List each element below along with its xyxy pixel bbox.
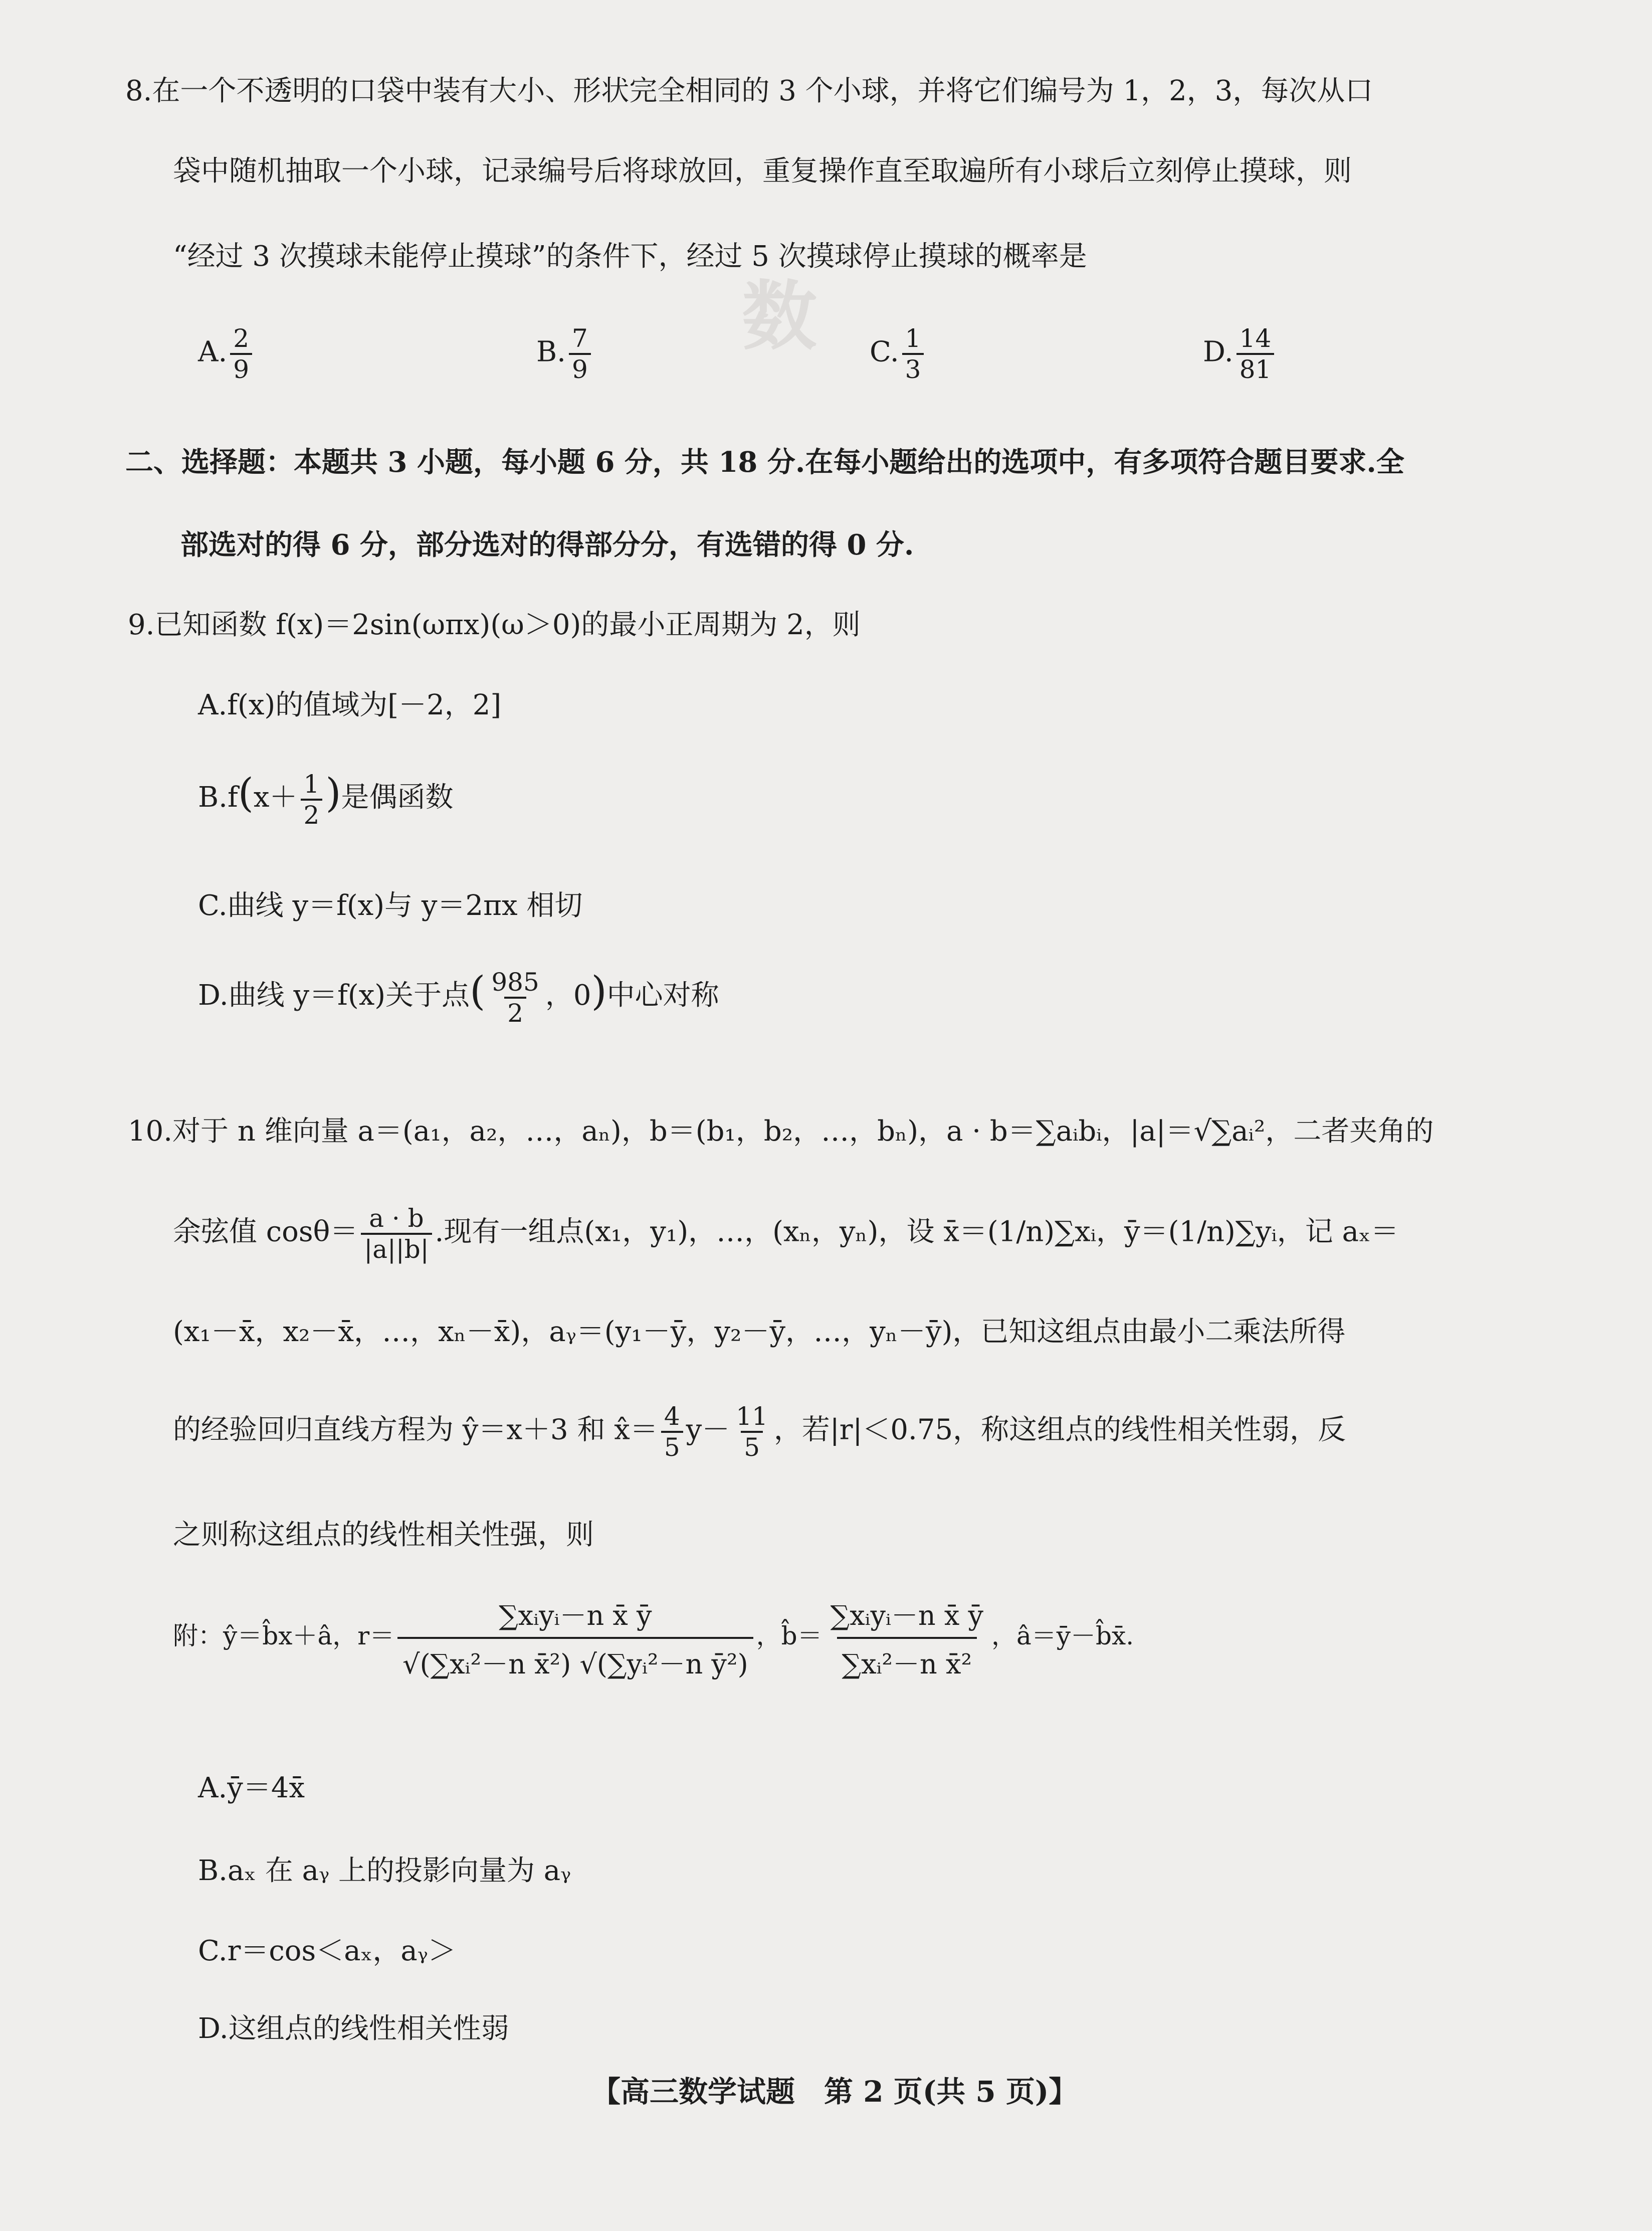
q9-option-a: A.f(x)的值域为[－2，2] xyxy=(198,689,502,721)
option-label: C. xyxy=(870,335,899,368)
option-b-expr: x＋ xyxy=(253,781,298,814)
option-d-suffix: 中心对称 xyxy=(606,979,719,1012)
numerator: 2 xyxy=(233,324,250,353)
line4-mid: y－ xyxy=(686,1413,730,1446)
bleed-through-mark: 数 xyxy=(742,272,817,360)
denominator: 5 xyxy=(741,1431,763,1460)
q8-option-b xyxy=(536,326,594,382)
option-label: D. xyxy=(1203,335,1233,368)
line2-rest: .现有一组点(x₁，y₁)，…，(xₙ，yₙ)，设 x̄＝(1/n)∑xᵢ，ȳ＝(1/n)∑yᵢ，记 aₓ＝ xyxy=(435,1215,1399,1248)
fraction xyxy=(733,1404,771,1460)
numerator: 1 xyxy=(905,324,921,353)
option-label: B. xyxy=(536,335,566,368)
numerator: 1 xyxy=(303,769,320,799)
cosine-label: 余弦值 cosθ＝ xyxy=(173,1215,358,1248)
fraction xyxy=(230,326,252,382)
fraction xyxy=(902,326,924,382)
fraction xyxy=(301,769,323,830)
q10-line4 xyxy=(173,1404,1346,1460)
line4-prefix: 的经验回归直线方程为 ŷ＝x＋3 和 x̂＝ xyxy=(173,1413,658,1446)
numerator: ∑xᵢyᵢ－n x̄ ȳ xyxy=(830,1600,983,1631)
q8-option-c xyxy=(870,326,927,382)
fraction xyxy=(661,1404,683,1460)
q8-line3: “经过 3 次摸球未能停止摸球”的条件下，经过 5 次摸球停止摸球的概率是 xyxy=(173,240,1087,273)
q10-option-d: D.这组点的线性相关性弱 xyxy=(198,2012,509,2045)
q9-option-d: D.曲线 y＝f(x)关于点( $\frac{985}{2}$ ，0)中心对称 xyxy=(198,967,719,1028)
numerator: 985 xyxy=(491,967,539,997)
q10-line5: 之则称这组点的线性相关性强，则 xyxy=(173,1519,594,1551)
option-d-coord: ，0 xyxy=(545,979,591,1012)
q10-formula-note xyxy=(173,1594,1134,1682)
numerator: 7 xyxy=(571,324,588,353)
section2-heading-line1: 二、选择题：本题共 3 小题，每小题 6 分，共 18 分.在每小题给出的选项中，有多项符合题目要求.全 xyxy=(125,446,1404,479)
r-formula xyxy=(397,1594,753,1682)
q10-line2 xyxy=(173,1206,1399,1262)
q10-line3: (x₁－x̄，x₂－x̄，…，xₙ－x̄)，aᵧ＝(y₁－ȳ，y₂－ȳ，…，yₙ－ȳ)，已知这组点由最小二乘法所得 xyxy=(173,1316,1346,1348)
numerator: 14 xyxy=(1239,324,1272,353)
fraction xyxy=(569,326,591,382)
denominator: 2 xyxy=(301,799,323,828)
q8-line2: 袋中随机抽取一个小球，记录编号后将球放回，重复操作直至取遍所有小球后立刻停止摸球，则 xyxy=(173,155,1352,188)
denominator: 3 xyxy=(902,353,924,382)
numerator: a · b xyxy=(369,1204,424,1233)
q8-line1: 8.在一个不透明的口袋中装有大小、形状完全相同的 3 个小球，并将它们编号为 1，2，3，每次从口 xyxy=(125,75,1373,107)
denominator: |a||b| xyxy=(361,1233,432,1262)
option-b-prefix: B.f xyxy=(198,781,238,814)
numerator: 11 xyxy=(736,1402,768,1431)
section2-heading-line2: 部选对的得 6 分，部分选对的得部分分，有选错的得 0 分. xyxy=(180,528,914,562)
note-mid: ，b̂＝ xyxy=(756,1621,822,1650)
q8-option-a xyxy=(198,326,255,382)
option-label: A. xyxy=(198,335,228,368)
line4-suffix: ，若|r|＜0.75，称这组点的线性相关性弱，反 xyxy=(773,1413,1346,1446)
denominator: ∑xᵢ²－n x̄² xyxy=(837,1637,977,1682)
b-formula xyxy=(825,1594,988,1682)
fraction xyxy=(1236,326,1275,382)
q10-line1: 10.对于 n 维向量 a＝(a₁，a₂，…，aₙ)，b＝(b₁，b₂，…，bₙ)，a · b＝∑aᵢbᵢ，|a|＝√∑aᵢ²，二者夹角的 xyxy=(128,1115,1434,1148)
denominator: 5 xyxy=(661,1431,683,1460)
q10-option-b: B.aₓ 在 aᵧ 上的投影向量为 aᵧ xyxy=(198,1854,571,1887)
denominator: 9 xyxy=(230,353,252,382)
page-footer: 【高三数学试题 第 2 页(共 5 页)】 xyxy=(591,2075,1078,2109)
q9-option-c: C.曲线 y＝f(x)与 y＝2πx 相切 xyxy=(198,889,583,922)
numerator: ∑xᵢyᵢ－n x̄ ȳ xyxy=(499,1600,652,1631)
note-suffix: ，â＝ȳ－b̂x̄. xyxy=(991,1621,1134,1650)
option-b-suffix: 是偶函数 xyxy=(341,781,454,814)
q10-option-c: C.r＝cos＜aₓ，aᵧ＞ xyxy=(198,1935,456,1967)
numerator: 4 xyxy=(664,1402,680,1431)
cosine-fraction xyxy=(361,1206,432,1262)
denominator: 81 xyxy=(1236,353,1275,382)
q8-option-d xyxy=(1203,326,1277,382)
q9-option-b: B.f(x＋ $\frac{1}{2}$ )是偶函数 xyxy=(198,769,454,830)
denominator: √(∑xᵢ²－n x̄²) √(∑yᵢ²－n ȳ²) xyxy=(397,1637,753,1682)
fraction xyxy=(488,967,542,1028)
denominator: 2 xyxy=(504,997,526,1026)
option-d-prefix: D.曲线 y＝f(x)关于点 xyxy=(198,979,470,1012)
q10-option-a: A.ȳ＝4x̄ xyxy=(198,1772,305,1804)
q9-stem: 9.已知函数 f(x)＝2sin(ωπx)(ω＞0)的最小正周期为 2，则 xyxy=(128,609,861,641)
note-prefix: 附：ŷ＝b̂x＋â，r＝ xyxy=(173,1621,395,1650)
denominator: 9 xyxy=(569,353,591,382)
